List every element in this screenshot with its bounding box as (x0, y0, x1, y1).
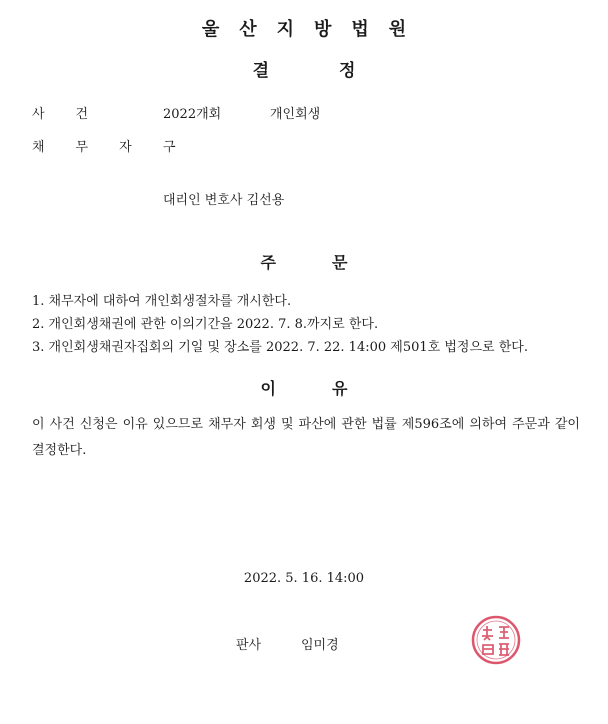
case-number: 2022개회 (163, 107, 222, 122)
order-item: 2. 개인회생채권에 관한 이의기간을 2022. 7. 8.까지로 한다. (32, 317, 379, 332)
debtor-label: 채무자 (32, 140, 163, 155)
order-heading: 주문 (260, 253, 404, 272)
case-label: 사건 (32, 107, 120, 122)
debtor-name: 구 (163, 140, 176, 155)
court-seal-stamp (470, 614, 522, 666)
order-item: 3. 개인회생채권자집회의 기일 및 장소를 2022. 7. 22. 14:00 제501호 법정으로 한다. (32, 340, 528, 355)
case-type: 개인회생 (270, 107, 321, 122)
reason-text: 이 사건 신청은 이유 있으므로 채무자 회생 및 파산에 관한 법률 제596조에 의하여 주문과 같이 결정한다. (32, 417, 580, 458)
judge-name: 임미경 (301, 638, 339, 653)
judge-title: 판사 (236, 638, 262, 653)
document-title: 결정 (252, 61, 426, 81)
reason-heading: 이유 (260, 379, 404, 398)
decision-date: 2022. 5. 16. 14:00 (243, 571, 365, 586)
agent-line: 대리인 변호사 김선용 (163, 193, 285, 208)
order-item: 1. 채무자에 대하여 개인회생절차를 개시한다. (32, 294, 292, 309)
court-name: 울산지방법원 (201, 19, 427, 40)
